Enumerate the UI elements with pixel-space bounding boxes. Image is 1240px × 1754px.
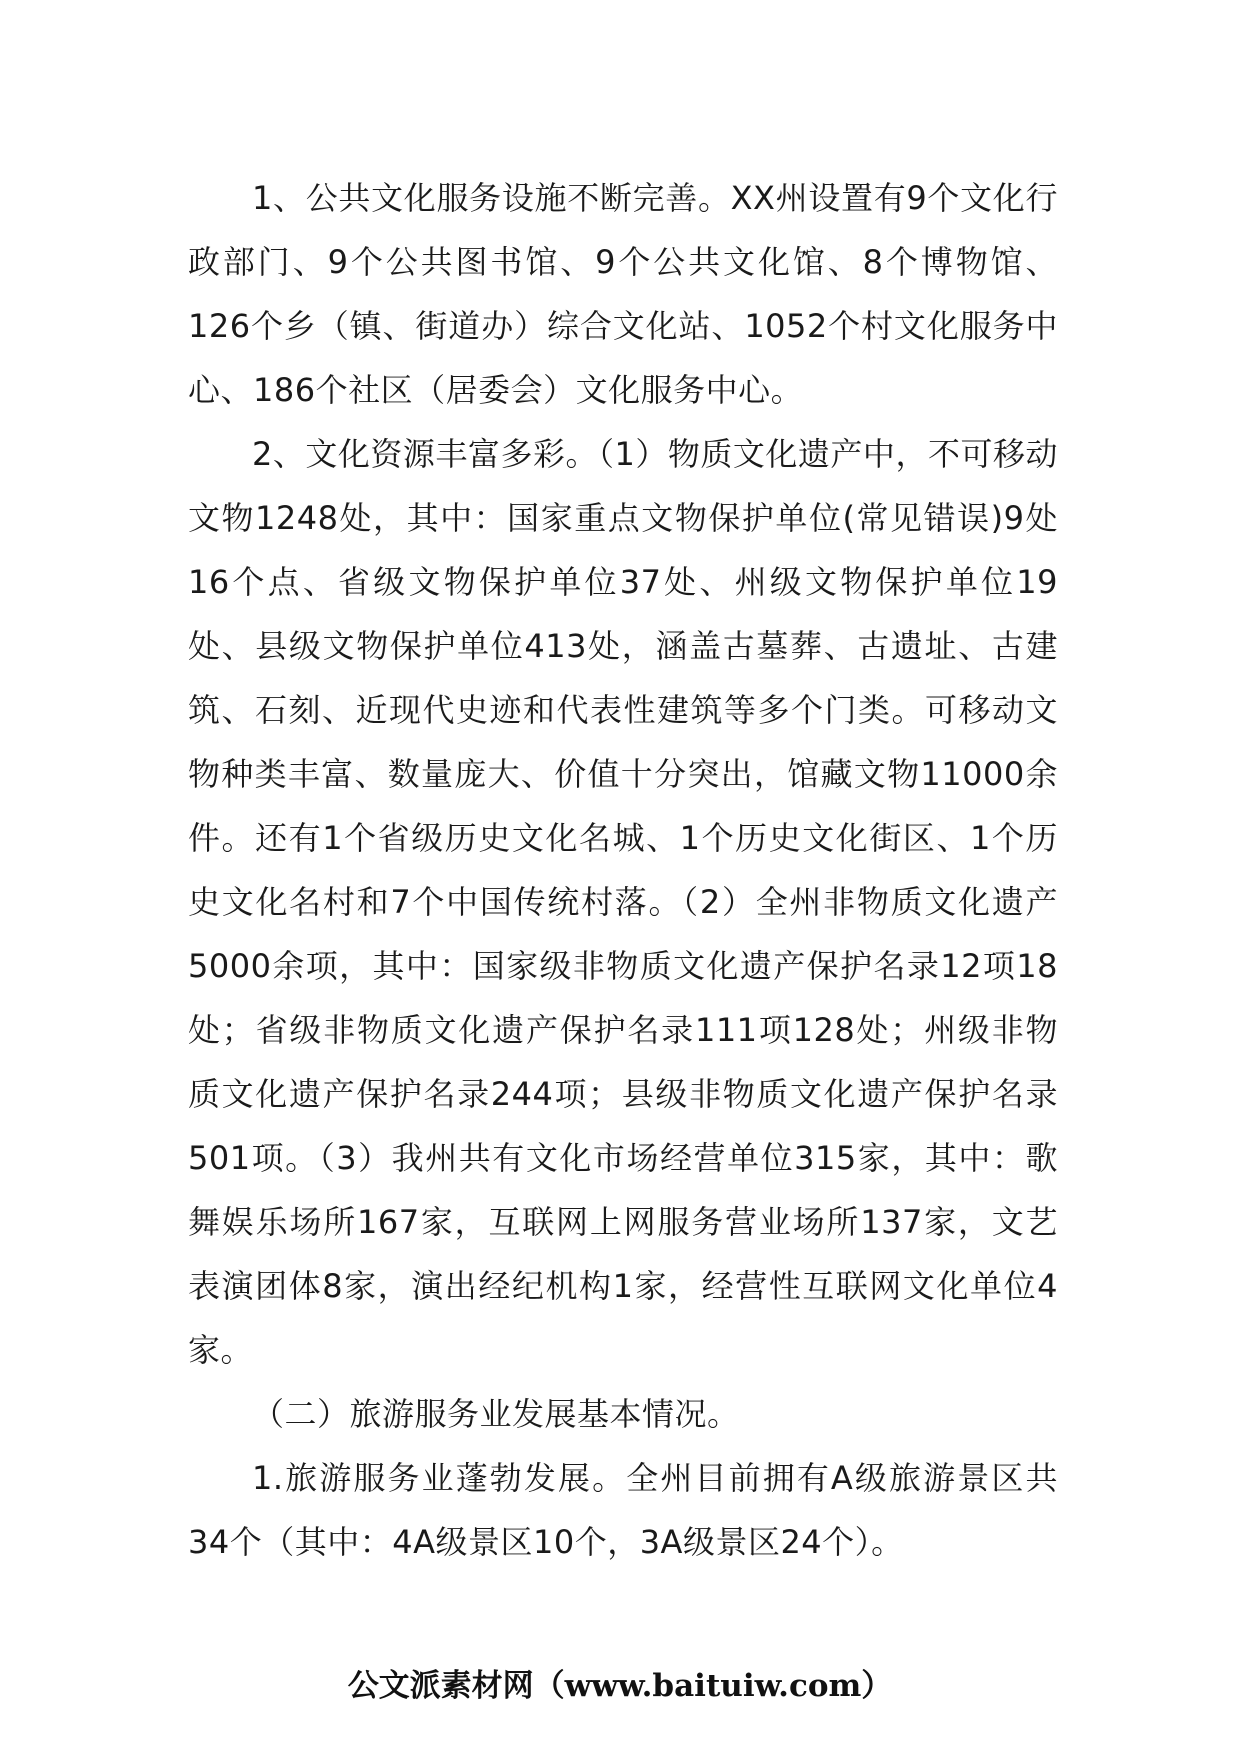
section-heading-tourism: （二）旅游服务业发展基本情况。 [252, 1395, 740, 1433]
paragraph-public-culture-facilities: 1、公共文化服务设施不断完善。XX州设置有9个文化行政部门、9个公共图书馆、9个公共文化馆、8个博物馆、126个乡（镇、街道办）综合文化站、1052个村文化服务中心、186个社区（居委会）文化服务中心。 [188, 179, 1058, 409]
document-body [188, 166, 1058, 1574]
paragraph-cultural-resources: 2、文化资源丰富多彩。（1）物质文化遗产中，不可移动文物1248处，其中：国家重点文物保护单位(常见错误)9处16个点、省级文物保护单位37处、州级文物保护单位19处、县级文物保护单位413处，涵盖古墓葬、古遗址、古建筑、石刻、近现代史迹和代表性建筑等多个门类。可移动文物种类丰富、数量庞大、价值十分突出，馆藏文物11000余件。还有1个省级历史文化名城、1个历史文化街区、1个历史文化名村和7个中国传统村落。（2）全州非物质文化遗产5000余项，其中：国家级非物质文化遗产保护名录12项18处；省级非物质文化遗产保护名录111项128处；州级非物质文化遗产保护名录244项；县级非物质文化遗产保护名录501项。（3）我州共有文化市场经营单位315家，其中：歌舞娱乐场所167家，互联网上网服务营业场所137家，文艺表演团体8家，演出经纪机构1家，经营性互联网文化单位4家。 [188, 435, 1058, 1369]
footer-watermark: 公文派素材网（www.baituiw.com） [347, 1668, 893, 1704]
paragraph-tourism-development: 1.旅游服务业蓬勃发展。全州目前拥有A级旅游景区共34个（其中：4A级景区10个，3A级景区24个）。 [188, 1459, 1058, 1561]
